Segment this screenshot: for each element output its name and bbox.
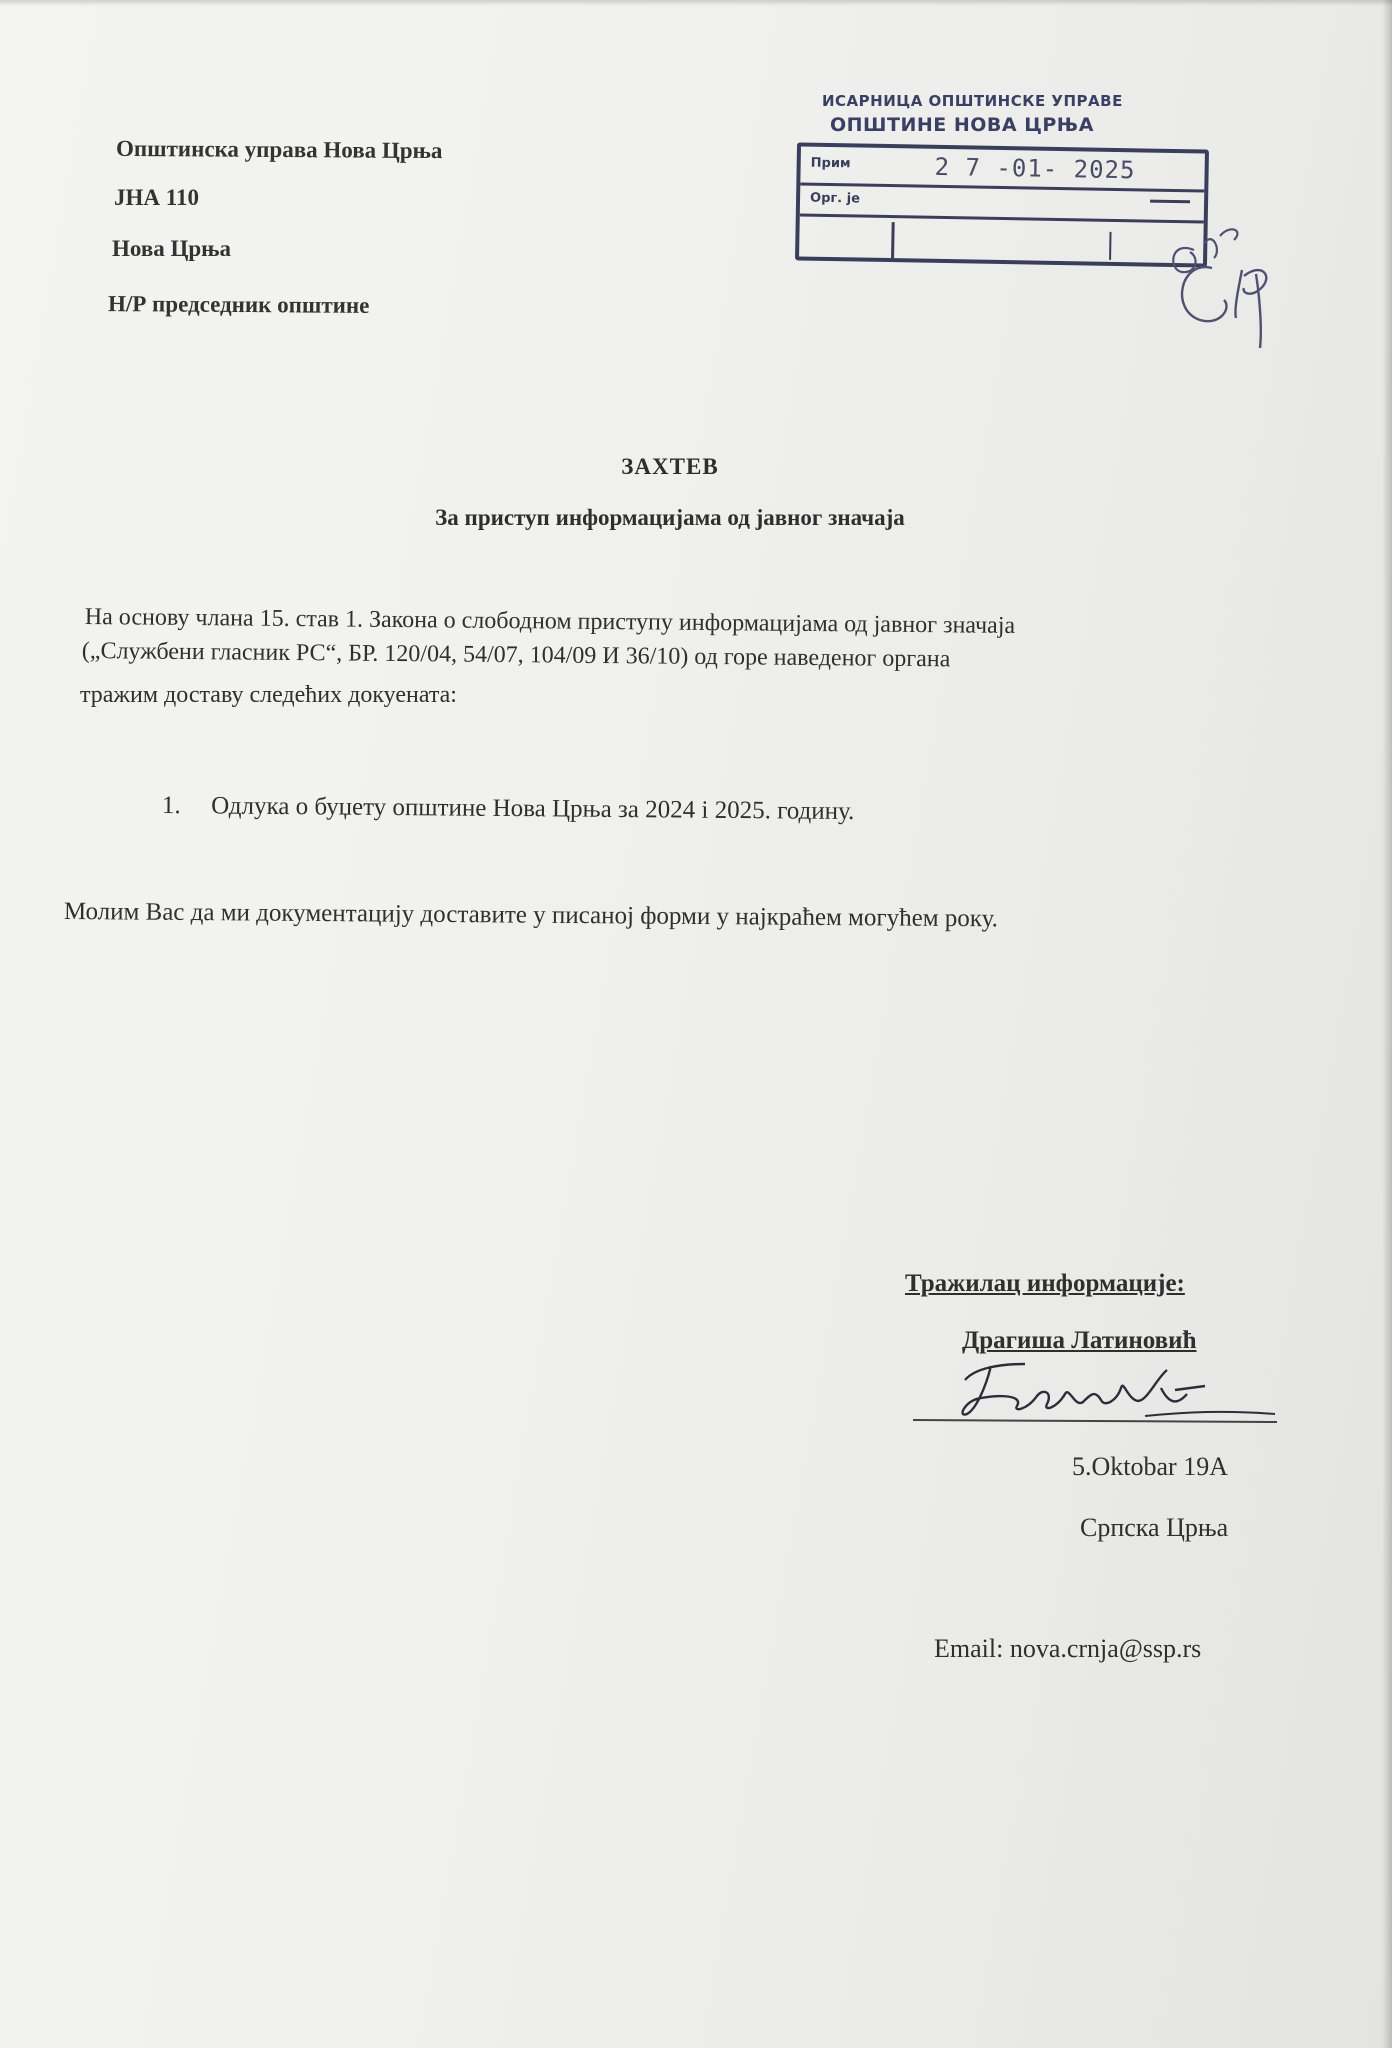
document-subtitle: За приступ информацијама од јавног значаја xyxy=(435,505,905,530)
stamp-row2-label: Орг. је xyxy=(809,190,861,207)
list-item xyxy=(162,792,855,826)
stamp-row-org xyxy=(800,185,1204,223)
stamp-frame xyxy=(795,142,1209,267)
requester-address-street: 5.Oktobar 19A xyxy=(1072,1452,1228,1481)
recipient-line-4: Н/Р председник општине xyxy=(107,291,370,318)
intro-line-2: („Службени гласник РС“, БР. 120/04, 54/07, 104/09 И 36/10) од горе наведеног органа xyxy=(81,638,951,673)
requester-address-city: Српска Црња xyxy=(1080,1513,1229,1542)
list-item-text: Одлука о буџету општине Нова Црња за 2024 і 2025. годину. xyxy=(211,792,855,826)
stamp-row1-label: Прим xyxy=(810,155,851,172)
page-top-shadow xyxy=(0,0,1392,6)
stamp-received-date: 2 7 -01- 2025 xyxy=(934,152,1136,185)
list-item-number: 1. xyxy=(161,792,181,820)
page-edge-shadow xyxy=(1382,0,1392,2048)
stamp-header-line-2: ОПШТИНЕ НОВА ЦРЊА xyxy=(830,114,1094,136)
requester-heading: Тражилац информације: xyxy=(905,1270,1185,1297)
recipient-line-1: Општинска управа Нова Црња xyxy=(115,135,443,164)
stamp-handwritten-initials xyxy=(1160,200,1310,360)
requester-name: Драгиша Латиновић xyxy=(962,1327,1197,1354)
requester-signature xyxy=(905,1350,1285,1428)
recipient-line-3: Нова Црња xyxy=(112,236,231,261)
document-title: ЗАХТЕВ xyxy=(621,454,719,479)
closing-sentence: Молим Вас да ми документацију доставите у писаној форми у најкраћем могућем року. xyxy=(63,898,999,933)
recipient-line-2: ЈНА 110 xyxy=(114,185,199,210)
stamp-divider-1 xyxy=(891,222,895,258)
stamp-divider-2 xyxy=(1109,232,1111,260)
stamp-header-line-1: ИСАРНИЦА ОПШТИНСКЕ УПРАВЕ xyxy=(822,92,1123,110)
intro-line-3: тражим доставу следећих докуената: xyxy=(80,682,457,708)
requester-email: Email: nova.crnja@ssp.rs xyxy=(934,1634,1202,1663)
intro-line-1: На основу члана 15. став 1. Закона о слободном приступу информацијама од јавног значаја xyxy=(84,604,1016,639)
